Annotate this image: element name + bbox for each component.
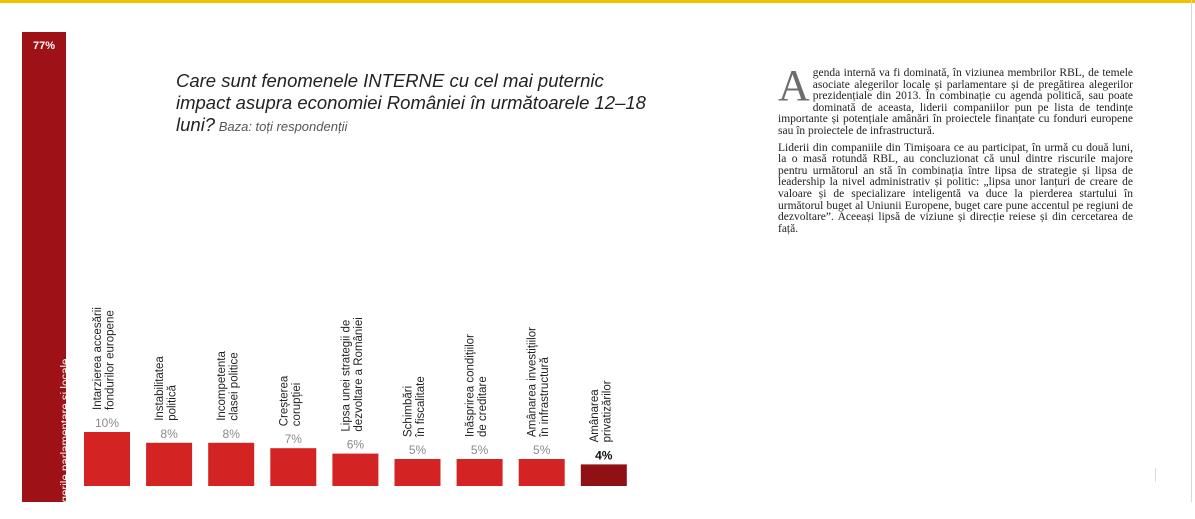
article-paragraph-1 [778,61,1133,138]
bar-1-value: 10% [94,416,120,430]
bar-alegeri-value: 77% [32,40,56,52]
bar-6-label: Schimbăriîn fiscalitate [402,376,427,437]
bar-9 [581,464,627,486]
bar-5-label: Lipsa unei strategii dedezvoltare a României [340,317,365,432]
bar-7-label: Inăsprirea condițiilorde creditare [464,334,490,437]
bar-2-value: 8% [160,426,178,441]
bar-6-value: 5% [408,443,427,457]
bar-5 [332,454,378,486]
bar-4-label: Creștereacorupției [278,375,303,427]
bar-3 [208,443,254,486]
bar-4-value: 7% [284,432,302,447]
chart-title-main: Care sunt fenomenele INTERNE cu cel mai puternic impact asupra economiei României în următoarele 12–18 luni? [176,70,646,135]
bar-alegeri-label: Alegerile parlamentare și locale [60,358,72,519]
bar-9-value: 4% [595,448,613,463]
bar-3-value: 8% [222,426,240,441]
bar-1 [84,432,130,486]
bar-4 [270,448,316,486]
bar-7-value: 5% [470,443,489,457]
bar-7 [457,459,503,486]
bar-8-value: 5% [533,443,551,457]
bar-9-label: Amânareaprivatizărilor [588,380,614,443]
bar-2-label: Instabilitateapolitică [154,356,179,421]
bar-8-label: Amânarea investițiilorîn infrastructură [526,327,552,437]
bar-3-label: Incompetentaclasei politice [216,351,241,421]
bar-5-value: 6% [346,437,365,452]
article-paragraph-1-text: genda internă va fi dominată, în viziunea membrilor RBL, de temele asociate alegerilor locale și parlamentare și de pregătirea alegerilor prezidențiale din 2013. În combinație cu agenda politică, sau poate dominată de aceasta, liderii companiilor pun pe lista de tendințe importante și potențiale amânări în proiectele finanțate cu fonduri europene sau în proiectele de infrastructură. [778,67,1133,137]
bar-6 [395,459,441,486]
bar-2 [146,443,192,486]
article-paragraph-2: Liderii din companiile din Timișoara ce au participat, în urmă cu două luni, la o masă rotundă RBL, au concluzionat că unul dintre riscurile majore pentru următorul an stă în combinația între lipsa de strategie și lipsa de leadership la nivel administrativ și politic: „lipsa unor lanțuri de creare de valoare și de specializare inteligentă va duce la pierderea startului în următorul buget al Uniunii Europene, buget care pune accentul pe regiuni de dezvoltare”. Aceeași lipsă de viziune și direcție reiese și din cercetarea de față. [778,141,1133,235]
drop-cap: A [778,61,810,110]
bar-8 [519,459,565,486]
chart-subtitle: Baza: toți respondenții [215,119,348,134]
article-text [778,61,1133,240]
bar-1-label: Intarzierea accesăriifondurilor europene [92,307,117,410]
